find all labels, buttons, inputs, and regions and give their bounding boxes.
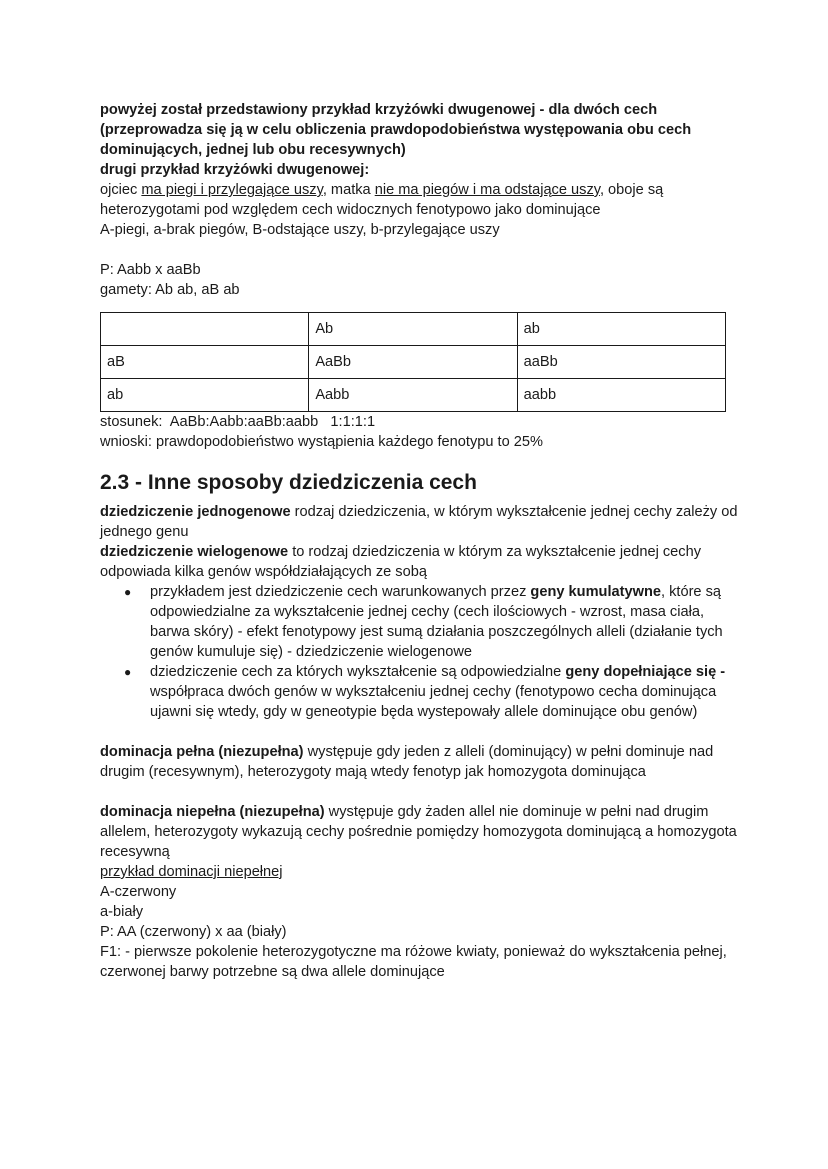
polygenic-term: dziedziczenie wielogenowe (100, 544, 289, 560)
parental-cross-2: P: AA (czerwony) x aa (biały) (100, 924, 287, 940)
mother-traits: nie ma piegów i ma odstające uszy (374, 182, 600, 198)
punnett-header-row (101, 313, 726, 346)
spacer (100, 240, 740, 260)
punnett-cell: Ab (309, 313, 517, 346)
list-item (124, 582, 740, 662)
spacer (100, 782, 740, 802)
father-traits: ma piegi i przylegające uszy (141, 182, 323, 198)
spacer (100, 722, 740, 742)
allele-red: A-czerwony (100, 884, 177, 900)
parents-text-end: , oboje są heterozygotami pod względem cech widocznych fenotypowo jako dominujące (100, 182, 664, 218)
gametes-line: gamety: Ab ab, aB ab (100, 282, 240, 298)
section-title: 2.3 - Inne sposoby dziedziczenia cech (100, 471, 477, 494)
conclusion-line: wnioski: prawdopodobieństwo wystąpienia każdego fenotypu to 25% (100, 434, 543, 450)
second-example-heading (100, 160, 740, 180)
parental-cross: P: Aabb x aaBb (100, 262, 201, 278)
list-item (124, 662, 740, 722)
monogenic-text: rodzaj dziedziczenia, w którym wykształcenie jednej cechy zależy od jednego genu (100, 504, 738, 540)
bullet1-text-a: przykładem jest dziedziczenie cech warunkowanych przez (150, 584, 531, 600)
monogenic-definition (100, 502, 740, 542)
punnett-cell: aB (101, 346, 309, 379)
allele-legend: A-piegi, a-brak piegów, B-odstające uszy, b-przylegające uszy (100, 222, 500, 238)
example-heading-text: przykład dominacji niepełnej (100, 864, 283, 880)
full-dominance-text: występuje gdy jeden z alleli (dominujący) w pełni dominuje nad drugim (recesywnym), heterozygoty mają wtedy fenotyp jak homozygota dominująca (100, 744, 714, 780)
full-dominance-term: dominacja pełna (niezupełna) (100, 744, 304, 760)
bullet1-text-c: , które są odpowiedzialne za wykształcenie jednej cechy (cech ilościowych - wzrost, masa ciała, barwa skóry) - efekt fenotypowy jest sumą działania poszczególnych alleli (działanie tych genów kumuluje się) - dziedziczenie wielogenowe (150, 584, 723, 660)
punnett-cell: AaBb (309, 346, 517, 379)
full-dominance-definition (100, 742, 740, 782)
ratio-line: stosunek: AaBb:Aabb:aaBb:aabb 1:1:1:1 (100, 414, 376, 430)
punnett-cell: ab (517, 313, 725, 346)
punnett-cell: ab (101, 379, 309, 412)
second-example-heading-text: drugi przykład krzyżówki dwugenowej: (100, 162, 370, 178)
incomplete-dominance-definition (100, 802, 740, 862)
incomplete-dominance-term: dominacja niepełna (niezupełna) (100, 804, 325, 820)
polygenic-text: to rodzaj dziedziczenia w którym za wykształcenie jednej cechy odpowiada kilka genów współdziałających ze sobą (100, 544, 701, 580)
punnett-cell: Aabb (309, 379, 517, 412)
cumulative-genes-term: geny kumulatywne (530, 584, 661, 600)
punnett-cell: aaBb (517, 346, 725, 379)
complementary-genes-term: geny dopełniające się - (565, 664, 726, 680)
intro-bold-text: powyżej został przedstawiony przykład krzyżówki dwugenowej - dla dwóch cech (przeprowadza się ją w celu obliczenia prawdopodobieństwa występowania obu cech dominujących, jednej lub obu recesywnych) (100, 102, 692, 158)
parents-text-start: ojciec (100, 182, 142, 198)
page-content (100, 100, 740, 982)
incomplete-dominance-text: występuje gdy żaden allel nie dominuje w pełni nad drugim allelem, heterozygoty wykazują cechy pośrednie pomiędzy homozygota dominującą a homozygota recesywną (100, 804, 737, 860)
bullet2-text-c: współpraca dwóch genów w wykształceniu jednej cechy (fenotypowo cecha dominująca ujawni się wtedy, gdy w geneotypie będa wystepowały allele dominujące obu genów) (150, 684, 717, 720)
punnett-row (101, 346, 726, 379)
punnett-row (101, 379, 726, 412)
polygenic-definition (100, 542, 740, 582)
f1-description: F1: - pierwsze pokolenie heterozygotyczne ma różowe kwiaty, ponieważ do wykształcenia pełnej, czerwonej barwy potrzebne są dwa allele dominujące (100, 944, 727, 980)
parents-text-mid: , matka (322, 182, 375, 198)
bullet-icon: ● (124, 585, 132, 599)
parents-description (100, 180, 740, 220)
bullet-icon: ● (124, 665, 132, 679)
example-heading (100, 862, 740, 882)
punnett-square (100, 312, 726, 412)
monogenic-term: dziedziczenie jednogenowe (100, 504, 291, 520)
intro-bold-paragraph (100, 100, 740, 160)
punnett-cell (101, 313, 309, 346)
punnett-cell: aabb (517, 379, 725, 412)
polygenic-bullet-list (100, 582, 740, 722)
allele-white: a-biały (100, 904, 143, 920)
bullet2-text-a: dziedziczenie cech za których wykształcenie są odpowiedzialne (150, 664, 566, 680)
